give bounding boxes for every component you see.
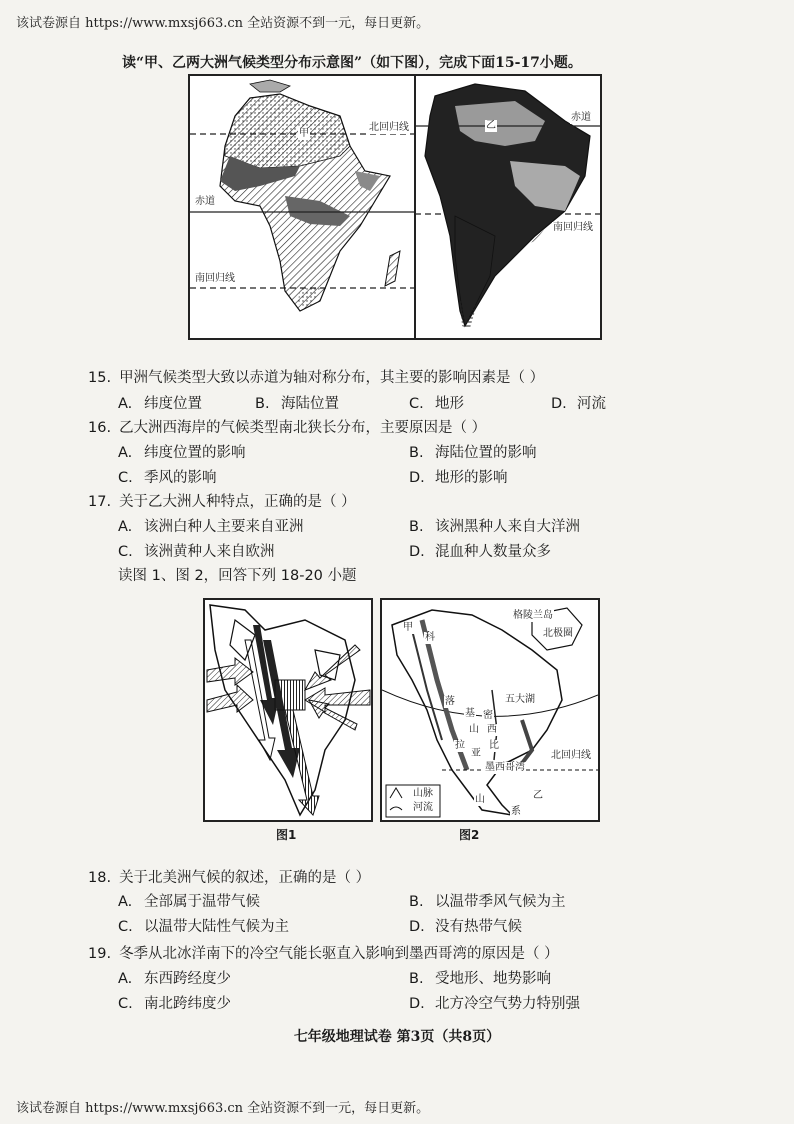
fig2-legend-river: 河流 bbox=[413, 802, 433, 813]
q16-option-b[interactable]: B. 海陆位置的影响 bbox=[409, 445, 537, 461]
fig2-label-greenland: 格陵兰岛 bbox=[513, 610, 553, 621]
fig2-label-shan2: 山 bbox=[475, 794, 485, 805]
q18-option-d[interactable]: D. 没有热带气候 bbox=[409, 919, 522, 935]
q18-option-c[interactable]: C. 以温带大陆性气候为主 bbox=[118, 919, 289, 935]
question-text: 甲洲气候类型大致以赤道为轴对称分布，其主要的影响因素是（ ） bbox=[119, 370, 545, 386]
map-label-tropic-south-left: 南回归线 bbox=[195, 273, 235, 284]
fig2-label-bi: 比 bbox=[489, 740, 499, 751]
q18-option-a[interactable]: A. 全部属于温带气候 bbox=[118, 894, 260, 910]
figure-1-caption: 图1 bbox=[276, 828, 297, 842]
map-label-equator-left: 赤道 bbox=[195, 196, 215, 207]
fig2-label-mexico-bay: 墨西哥湾 bbox=[485, 762, 525, 773]
fig2-label-xi: 西 bbox=[487, 724, 497, 735]
q15-option-c[interactable]: C. 地形 bbox=[409, 396, 464, 412]
q19-option-d[interactable]: D. 北方冷空气势力特别强 bbox=[409, 996, 580, 1012]
figure-2 bbox=[380, 598, 600, 822]
question-18: 18. 关于北美洲气候的叙述，正确的是（ ） bbox=[88, 870, 371, 886]
fig2-label-la: 拉 bbox=[455, 740, 465, 751]
q18-option-b[interactable]: B. 以温带季风气候为主 bbox=[409, 894, 566, 910]
top-watermark: 该试卷源自 https://www.mxsj663.cn 全站资源不到一元，每日更新。 bbox=[16, 16, 430, 31]
question-19: 19. 冬季从北冰洋南下的冷空气能长驱直入影响到墨西哥湾的原因是（ ） bbox=[88, 946, 559, 962]
q16-option-d[interactable]: D. 地形的影响 bbox=[409, 470, 508, 486]
fig2-label-ji: 基 bbox=[465, 708, 475, 719]
fig2-label-great-lakes: 五大湖 bbox=[505, 694, 535, 705]
fig2-label-jia: 甲 bbox=[403, 622, 413, 633]
question-number: 15. bbox=[88, 370, 112, 386]
fig2-legend-mountain: 山脉 bbox=[413, 788, 433, 799]
fig2-label-yi: 乙 bbox=[533, 790, 543, 801]
fig2-label-tropic: 北回归线 bbox=[551, 750, 591, 761]
map-label-yi: 乙 bbox=[486, 120, 496, 131]
q15-option-d[interactable]: D. 河流 bbox=[551, 396, 606, 412]
map-label-tropic-north: 北回归线 bbox=[369, 122, 409, 133]
q15-option-a[interactable]: A. 纬度位置 bbox=[118, 396, 202, 412]
q16-option-c[interactable]: C. 季风的影响 bbox=[118, 470, 217, 486]
fig2-label-shan: 山 bbox=[469, 724, 479, 735]
intro-15-17: 读“甲、乙两大洲气候类型分布示意图”（如下图），完成下面15-17小题。 bbox=[122, 55, 582, 71]
q17-option-d[interactable]: D. 混血种人数量众多 bbox=[409, 544, 551, 560]
intro-18-20: 读图 1、图 2，回答下列 18-20 小题 bbox=[118, 568, 357, 584]
fig2-label-lu: 落 bbox=[445, 696, 455, 707]
bottom-watermark: 该试卷源自 https://www.mxsj663.cn 全站资源不到一元，每日更新。 bbox=[16, 1101, 430, 1116]
question-16: 16. 乙大洲西海岸的气候类型南北狭长分布，主要原因是（ ） bbox=[88, 420, 487, 436]
q17-option-b[interactable]: B. 该洲黑种人来自大洋洲 bbox=[409, 519, 580, 535]
south-america-map bbox=[425, 84, 590, 328]
map-label-equator-right: 赤道 bbox=[571, 112, 591, 123]
q17-option-a[interactable]: A. 该洲白种人主要来自亚洲 bbox=[118, 519, 304, 535]
figure-1 bbox=[203, 598, 373, 822]
question-17: 17. 关于乙大洲人种特点，正确的是（ ） bbox=[88, 494, 356, 510]
question-15 bbox=[88, 366, 544, 387]
fig2-label-xi2: 系 bbox=[511, 806, 521, 817]
q19-option-b[interactable]: B. 受地形、地势影响 bbox=[409, 971, 551, 987]
q19-option-a[interactable]: A. 东西跨经度少 bbox=[118, 971, 231, 987]
map-label-tropic-south-right: 南回归线 bbox=[553, 222, 593, 233]
climate-map-figure bbox=[188, 74, 602, 340]
fig2-label-ya: 亚 bbox=[471, 748, 481, 759]
fig2-label-arctic: 北极圈 bbox=[543, 628, 573, 639]
page-footer: 七年级地理试卷 第3页（共8页） bbox=[293, 1029, 501, 1045]
africa-map bbox=[220, 80, 400, 311]
q16-option-a[interactable]: A. 纬度位置的影响 bbox=[118, 445, 246, 461]
q15-option-b[interactable]: B. 海陆位置 bbox=[255, 396, 339, 412]
fig2-label-ke: 科 bbox=[425, 632, 435, 643]
climate-map-svg bbox=[190, 76, 600, 338]
map-label-jia: 甲 bbox=[299, 128, 309, 139]
fig2-label-mi: 密 bbox=[483, 710, 493, 721]
figure-1-svg bbox=[205, 600, 371, 820]
q17-option-c[interactable]: C. 该洲黄种人来自欧洲 bbox=[118, 544, 275, 560]
q19-option-c[interactable]: C. 南北跨纬度少 bbox=[118, 996, 231, 1012]
figure-2-caption: 图2 bbox=[459, 828, 480, 842]
